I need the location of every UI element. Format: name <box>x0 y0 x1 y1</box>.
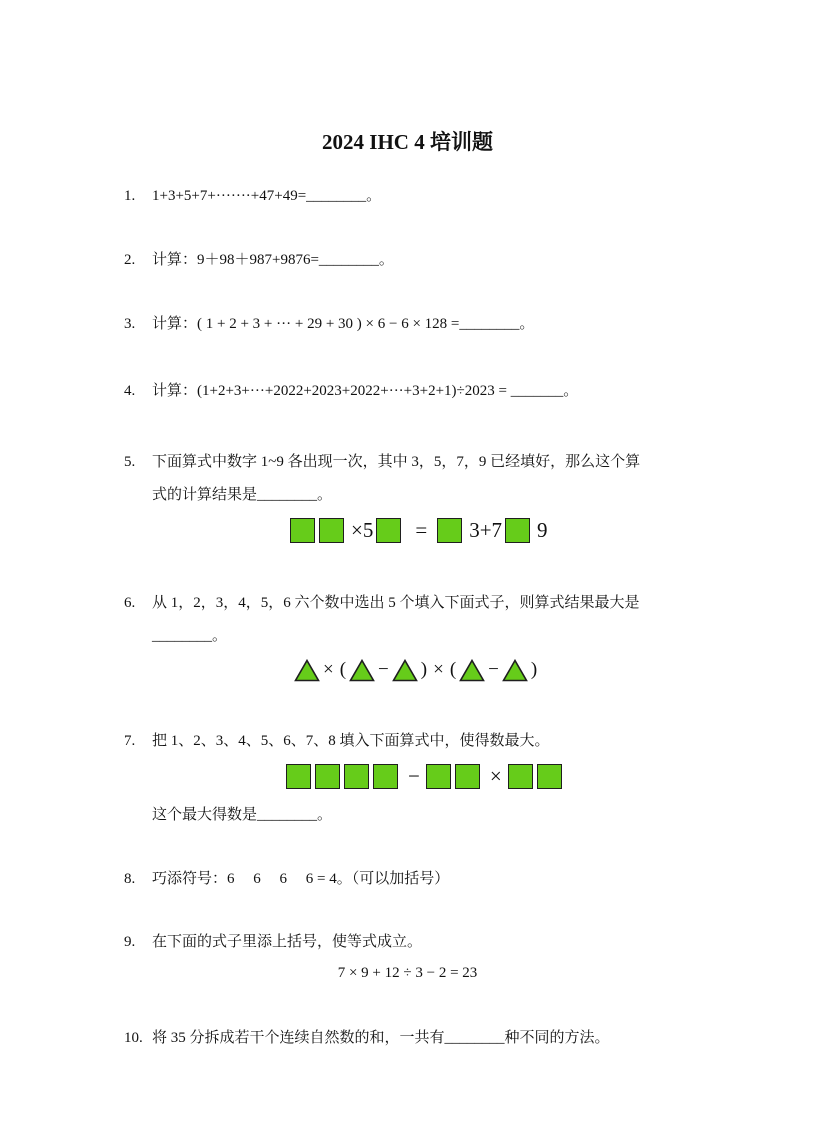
question-text: 1+3+5+7+·······+47+49=________。 <box>152 188 382 204</box>
three-plus-seven: 3+7 <box>469 517 503 542</box>
blank-square <box>537 764 562 789</box>
blank-square <box>373 764 398 789</box>
question-number: 3. <box>124 316 136 332</box>
open-paren: ( <box>449 659 457 680</box>
blank-square <box>426 764 451 789</box>
blank-triangle <box>459 659 485 682</box>
minus-sign: − <box>378 659 389 680</box>
question-5 <box>124 452 640 472</box>
blank-square <box>286 764 311 789</box>
question-6-continued: ________。 <box>152 628 228 644</box>
question-number: 6. <box>124 595 136 611</box>
q6-figure <box>294 656 540 684</box>
close-paren: ) <box>530 659 538 680</box>
question-text: 把 1、2、3、4、5、6、7、8 填入下面算式中，使得数最大。 <box>152 733 550 749</box>
blank-square <box>376 518 401 543</box>
blank-square <box>508 764 533 789</box>
page-title: 2024 IHC 4 培训题 <box>322 130 493 154</box>
blank-triangle <box>294 659 320 682</box>
minus-sign: − <box>408 763 420 788</box>
blank-square <box>437 518 462 543</box>
question-7-continued: 这个最大得数是________。 <box>152 807 333 823</box>
question-number: 9. <box>124 934 136 950</box>
close-paren: ) <box>420 659 428 680</box>
question-text: 将 35 分拆成若干个连续自然数的和，一共有________种不同的方法。 <box>152 1030 610 1046</box>
times-sign: × <box>323 659 334 680</box>
blank-square <box>290 518 315 543</box>
question-text: 计算：9＋98＋987+9876=________。 <box>152 252 394 268</box>
blank-square <box>319 518 344 543</box>
blank-square <box>505 518 530 543</box>
blank-triangle <box>502 659 528 682</box>
question-text: 从 1，2，3，4，5，6 六个数中选出 5 个填入下面式子，则算式结果最大是 <box>152 595 640 611</box>
question-8 <box>124 869 449 889</box>
question-7 <box>124 731 550 751</box>
blank-triangle <box>392 659 418 682</box>
question-text: 计算：(1+2+3+···+2022+2023+2022+···+3+2+1)÷2023 = _______。 <box>152 383 579 399</box>
question-number: 8. <box>124 871 136 887</box>
question-9 <box>124 932 422 952</box>
times-sign: × <box>489 763 502 788</box>
open-paren: ( <box>339 659 347 680</box>
times-five: ×5 <box>351 517 374 542</box>
blank-square <box>344 764 369 789</box>
q7-figure <box>286 762 566 790</box>
q5-figure <box>290 516 551 544</box>
times-sign: × <box>433 659 444 680</box>
question-number: 5. <box>124 454 136 470</box>
blank-triangle <box>349 659 375 682</box>
question-1 <box>124 186 381 206</box>
minus-sign: − <box>488 659 499 680</box>
question-text: 巧添符号：6 6 6 6 = 4。（可以加括号） <box>152 871 450 887</box>
question-number: 7. <box>124 733 136 749</box>
question-4 <box>124 381 578 401</box>
question-2 <box>124 250 394 270</box>
question-10 <box>124 1028 610 1048</box>
question-number: 1. <box>124 188 136 204</box>
question-3 <box>124 314 534 334</box>
question-text: 在下面的式子里添上括号，使等式成立。 <box>152 934 423 950</box>
question-text: 计算：( 1 + 2 + 3 + ··· + 29 + 30 ) × 6 − 6 × 128 =________。 <box>152 316 535 332</box>
equals-sign: = <box>415 517 428 542</box>
question-number: 10. <box>124 1030 143 1046</box>
blank-square <box>455 764 480 789</box>
question-6 <box>124 593 640 613</box>
question-number: 2. <box>124 252 136 268</box>
question-number: 4. <box>124 383 136 399</box>
question-text: 下面算式中数字 1~9 各出现一次，其中 3，5，7，9 已经填好，那么这个算 <box>152 454 641 470</box>
blank-square <box>315 764 340 789</box>
digit-nine: 9 <box>537 517 548 542</box>
q9-equation: 7 × 9 + 12 ÷ 3 − 2 = 23 <box>337 965 478 981</box>
question-5-continued: 式的计算结果是________。 <box>152 487 333 503</box>
